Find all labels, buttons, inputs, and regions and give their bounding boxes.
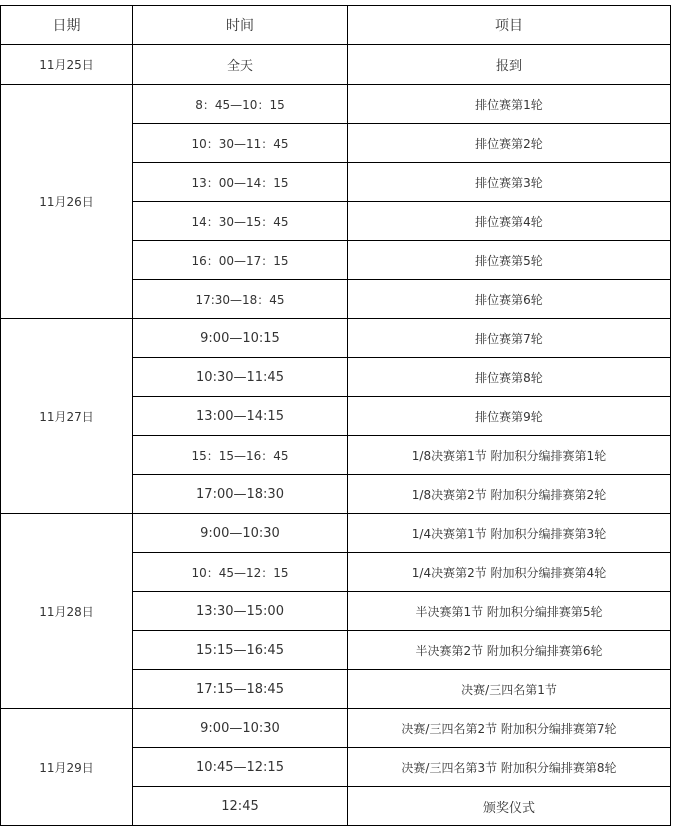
time-cell: 15:15—16:45: [133, 631, 348, 670]
time-cell: 14：30—15：45: [133, 202, 348, 241]
date-cell: 11月26日: [1, 85, 133, 319]
time-cell: 13：00—14：15: [133, 163, 348, 202]
item-cell: 排位赛第9轮: [348, 397, 671, 436]
item-cell: 排位赛第7轮: [348, 319, 671, 358]
header-time: 时间: [133, 6, 348, 45]
time-cell: 17:00—18:30: [133, 475, 348, 514]
time-cell: 10：30—11：45: [133, 124, 348, 163]
time-cell: 16：00—17：15: [133, 241, 348, 280]
item-cell: 1/4决赛第1节 附加积分编排赛第3轮: [348, 514, 671, 553]
time-cell: 17:30—18：45: [133, 280, 348, 319]
item-cell: 决赛/三四名第3节 附加积分编排赛第8轮: [348, 748, 671, 787]
table-row: [1, 85, 671, 124]
date-cell: 11月25日: [1, 45, 133, 85]
item-cell: 决赛/三四名第2节 附加积分编排赛第7轮: [348, 709, 671, 748]
date-cell: 11月28日: [1, 514, 133, 709]
table-row: [1, 319, 671, 358]
item-cell: 1/4决赛第2节 附加积分编排赛第4轮: [348, 553, 671, 592]
time-cell: 9:00—10:30: [133, 514, 348, 553]
table-row: [1, 709, 671, 748]
header-date: 日期: [1, 6, 133, 45]
item-cell: 半决赛第2节 附加积分编排赛第6轮: [348, 631, 671, 670]
item-cell: 排位赛第5轮: [348, 241, 671, 280]
item-cell: 排位赛第2轮: [348, 124, 671, 163]
table-row: [1, 514, 671, 553]
item-cell: 排位赛第4轮: [348, 202, 671, 241]
item-cell: 排位赛第6轮: [348, 280, 671, 319]
item-cell: 1/8决赛第2节 附加积分编排赛第2轮: [348, 475, 671, 514]
item-cell: 决赛/三四名第1节: [348, 670, 671, 709]
time-cell: 9:00—10:15: [133, 319, 348, 358]
time-cell: 12:45: [133, 787, 348, 826]
item-cell: 报到: [348, 45, 671, 85]
item-cell: 排位赛第1轮: [348, 85, 671, 124]
time-cell: 13:30—15:00: [133, 592, 348, 631]
table-row: [1, 45, 671, 85]
time-cell: 17:15—18:45: [133, 670, 348, 709]
time-cell: 15：15—16：45: [133, 436, 348, 475]
time-cell: 9:00—10:30: [133, 709, 348, 748]
header-row: [1, 6, 671, 45]
item-cell: 排位赛第3轮: [348, 163, 671, 202]
time-cell: 8：45—10：15: [133, 85, 348, 124]
item-cell: 半决赛第1节 附加积分编排赛第5轮: [348, 592, 671, 631]
date-cell: 11月27日: [1, 319, 133, 514]
time-cell: 10：45—12：15: [133, 553, 348, 592]
schedule-table: [0, 5, 671, 826]
time-cell: 10:45—12:15: [133, 748, 348, 787]
item-cell: 颁奖仪式: [348, 787, 671, 826]
time-cell: 全天: [133, 45, 348, 85]
header-item: 项目: [348, 6, 671, 45]
time-cell: 13:00—14:15: [133, 397, 348, 436]
date-cell: 11月29日: [1, 709, 133, 826]
item-cell: 排位赛第8轮: [348, 358, 671, 397]
item-cell: 1/8决赛第1节 附加积分编排赛第1轮: [348, 436, 671, 475]
time-cell: 10:30—11:45: [133, 358, 348, 397]
